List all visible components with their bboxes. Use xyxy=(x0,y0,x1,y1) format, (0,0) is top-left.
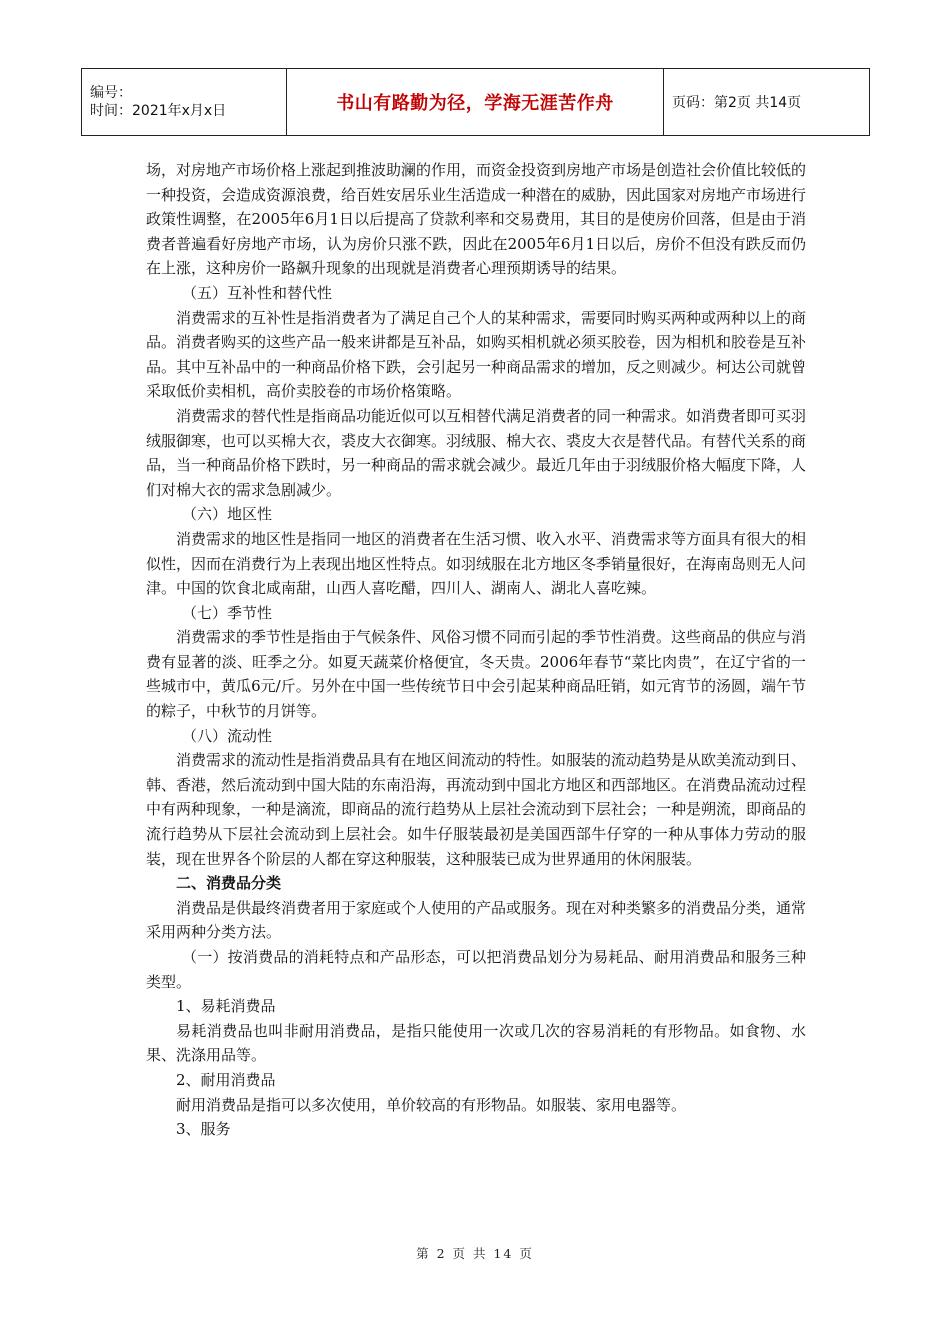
chapter-heading xyxy=(146,871,806,896)
subsection-heading: 1、易耗消费品 xyxy=(176,997,276,1016)
chapter-heading-text: 二、消费品分类 xyxy=(176,874,282,893)
header-page-info: 页码：第2页 共14页 xyxy=(664,69,870,136)
paragraph: 消费品是供最终消费者用于家庭或个人使用的产品或服务。现在对种类繁多的消费品分类，通常采用两种分类方法。 xyxy=(146,898,807,942)
document-body xyxy=(146,158,806,1142)
paragraph: 场，对房地产市场价格上涨起到推波助澜的作用，而资金投资到房地产市场是创造社会价值比较低的一种投资，会造成资源浪费，给百姓安居乐业生活造成一种潜在的威胁，因此国家对房地产市场进行政策性调整，在2005年6月1日以后提高了贷款利率和交易费用，其目的是使房价回落，但是由于消费者普遍看好房地产市场，认为房价只涨不跌，因此在2005年6月1日以后，房价不但没有跌反而仍在上涨，这种房价一路飙升现象的出现就是消费者心理预期诱导的结果。 xyxy=(146,161,807,278)
page-footer: 第 2 页 共 14 页 xyxy=(416,1246,534,1261)
header-motto: 书山有路勤为径，学海无涯苦作舟 xyxy=(287,69,664,136)
section-heading: （五）互补性和替代性 xyxy=(182,283,333,302)
paragraph: 消费需求的流动性是指消费品具有在地区间流动的特性。如服装的流动趋势是从欧美流动到日、韩、香港，然后流动到中国大陆的东南沿海，再流动到中国北方地区和西部地区。在消费品流动过程中有两种现象，一种是滴流，即商品的流行趋势从上层社会流动到下层社会；一种是朔流，即商品的流行趋势从下层社会流动到上层社会。如牛仔服装最初是美国西部牛仔穿的一种从事体力劳动的服装，现在世界各个阶层的人都在穿这种服装，这种服装已成为世界通用的休闲服装。 xyxy=(146,751,807,868)
paragraph: 消费需求的地区性是指同一地区的消费者在生活习惯、收入水平、消费需求等方面具有很大的相似性，因而在消费行为上表现出地区性特点。如羽绒服在北方地区冬季销量很好，在海南岛则无人问津。中国的饮食北咸南甜，山西人喜吃醋，四川人、湖南人、湖北人喜吃辣。 xyxy=(146,529,807,598)
section-heading: （八）流动性 xyxy=(182,726,273,745)
paragraph: 易耗消费品也叫非耐用消费品，是指只能使用一次或几次的容易消耗的有形物品。如食物、水果、洗涤用品等。 xyxy=(146,1021,806,1065)
section-heading: （一）按消费品的消耗特点和产品形态，可以把消费品划分为易耗品、耐用消费品和服务三种类型。 xyxy=(146,948,806,991)
section-heading: （七）季节性 xyxy=(182,603,273,622)
subsection-heading: 2、耐用消费品 xyxy=(176,1070,276,1089)
page-header xyxy=(81,68,870,136)
paragraph: 消费需求的替代性是指商品功能近似可以互相替代满足消费者的同一种需求。如消费者即可买羽绒服御寒，也可以买棉大衣，裘皮大衣御寒。羽绒服、棉大衣、裘皮大衣是替代品。有替代关系的商品，当一种商品价格下跌时，另一种商品的需求就会减少。最近几年由于羽绒服价格大幅度下降，人们对棉大衣的需求急剧减少。 xyxy=(146,406,807,499)
section-heading: （六）地区性 xyxy=(182,505,273,524)
paragraph: 消费需求的互补性是指消费者为了满足自己个人的某种需求，需要同时购买两种或两种以上的商品。消费者购买的这些产品一般来讲都是互补品，如购买相机就必须买胶卷，因为相机和胶卷是互补品。其中互补品中的一种商品价格下跌，会引起另一种商品需求的增加，反之则减少。柯达公司就曾采取低价卖相机，高价卖胶卷的市场价格策略。 xyxy=(146,308,807,401)
paragraph: 消费需求的季节性是指由于气候条件、风俗习惯不同而引起的季节性消费。这些商品的供应与消费有显著的淡、旺季之分。如夏天蔬菜价格便宜，冬天贵。2006年春节“菜比肉贵”，在辽宁省的一些城市中，黄瓜6元/斤。另外在中国一些传统节日中会引起某种商品旺销，如元宵节的汤圆，端午节的粽子，中秋节的月饼等。 xyxy=(146,628,807,721)
number-label: 编号： xyxy=(90,85,132,101)
header-meta xyxy=(82,69,287,136)
date-label: 时间：2021年x月x日 xyxy=(90,103,227,119)
paragraph: 耐用消费品是指可以多次使用，单价较高的有形物品。如服装、家用电器等。 xyxy=(176,1095,687,1114)
subsection-heading: 3、服务 xyxy=(176,1120,231,1139)
